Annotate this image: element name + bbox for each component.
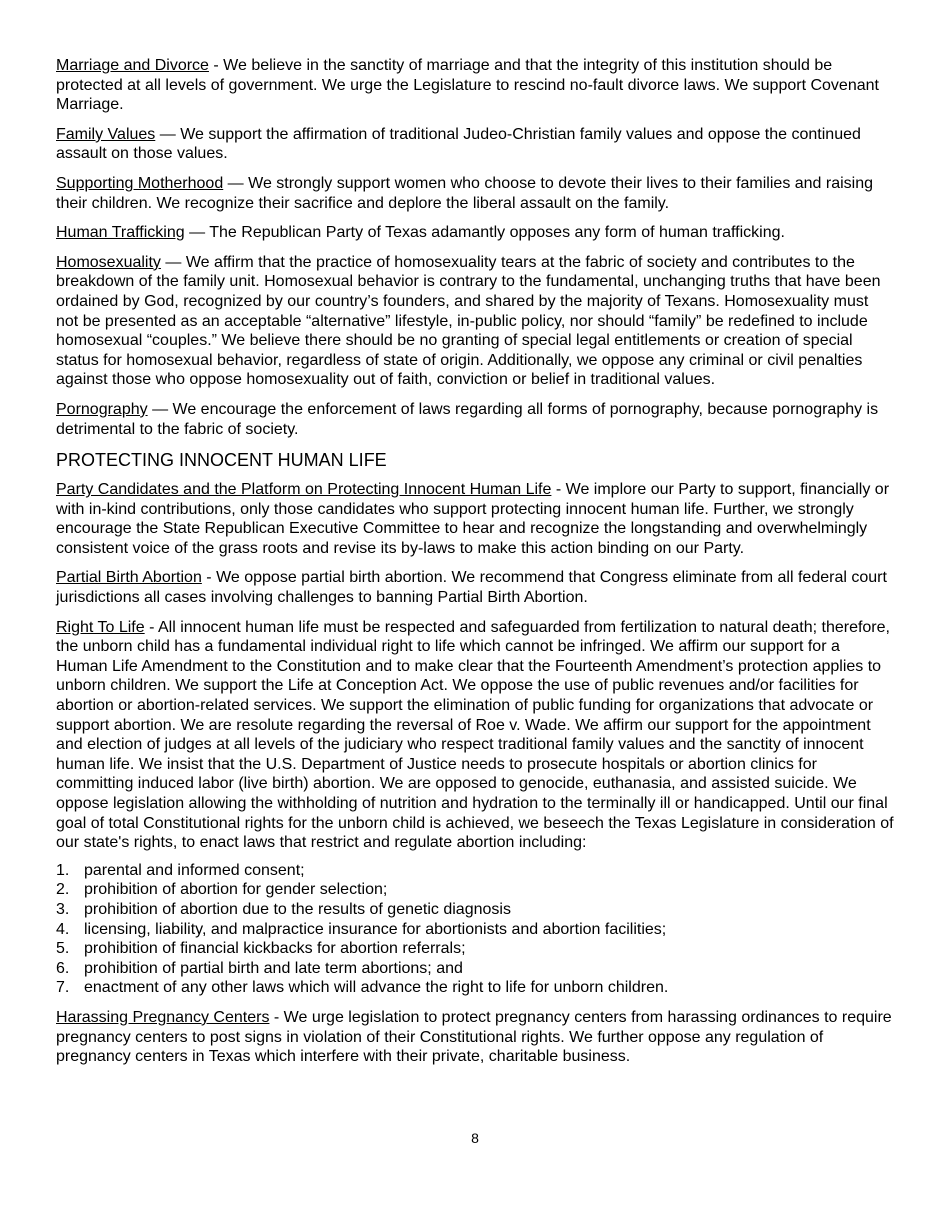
paragraph-term: Harassing Pregnancy Centers	[56, 1008, 270, 1026]
list-item	[56, 900, 894, 920]
paragraph-text: - We urge legislation to protect pregnancy centers from harassing ordinances to require pregnancy centers to post signs in violation of their Constitutional rights. We further oppose any regulation of pregnancy centers in Texas which interfere with their private, charitable business.	[56, 1008, 892, 1066]
document-page	[56, 56, 894, 1077]
paragraph-text: - We implore our Party to support, financially or with in-kind contributions, only those candidates who support protecting innocent human life. Further, we strongly encourage the State Republican Executive Committee to hear and recognize the longstanding and overwhelmingly consistent voice of the grass roots and revise its by-laws to make this action binding on our Party.	[56, 481, 890, 557]
paragraph-term: Human Trafficking	[56, 224, 185, 242]
paragraph-text: — We strongly support women who choose to devote their lives to their families and raising their children. We recognize their sacrifice and deplore the liberal assault on the family.	[56, 174, 874, 212]
paragraph-term: Supporting Motherhood	[56, 174, 224, 192]
paragraph-text: - We believe in the sanctity of marriage and that the integrity of this institution should be protected at all levels of government. We urge the Legislature to rescind no-fault divorce laws. We support Covenant Marriage.	[56, 57, 879, 114]
paragraph-supporting-motherhood	[56, 174, 894, 213]
paragraph-term: Partial Birth Abortion	[56, 569, 202, 587]
list-item-number: 5.	[56, 940, 70, 958]
paragraph-text: — The Republican Party of Texas adamantly opposes any form of human trafficking.	[184, 224, 785, 242]
list-item-text: licensing, liability, and malpractice insurance for abortionists and abortion facilities;	[84, 920, 667, 938]
list-item	[56, 939, 894, 959]
paragraph-term: Pornography	[56, 400, 148, 418]
paragraph-homosexuality	[56, 253, 894, 390]
list-item-text: prohibition of partial birth and late term abortions; and	[84, 959, 463, 977]
list-item	[56, 959, 894, 979]
paragraph-term: Family Values	[56, 125, 156, 143]
paragraph-text: — We encourage the enforcement of laws regarding all forms of pornography, because pornography is detrimental to the fabric of society.	[56, 400, 879, 438]
paragraph-text: — We affirm that the practice of homosexuality tears at the fabric of society and contributes to the breakdown of the family unit. Homosexual behavior is contrary to the fundamental, unchanging truths that have been ordained by God, recognized by our country’s founders, and shared by the majority of Texans. Homosexuality must not be presented as an acceptable “alternative” lifestyle, in-public policy, nor should “family” be redefined to include homosexual “couples.” We believe there should be no granting of special legal entitlements or creation of special status for homosexual behavior, regardless of state of origin. Additionally, we oppose any criminal or civil penalties against those who oppose homosexuality out of faith, conviction or belief in traditional values.	[56, 253, 881, 389]
paragraph-marriage-and-divorce	[56, 56, 894, 115]
list-item	[56, 861, 894, 881]
paragraph-text: — We support the affirmation of traditional Judeo-Christian family values and oppose the continued assault on those values.	[56, 125, 861, 163]
section-heading: PROTECTING INNOCENT HUMAN LIFE	[56, 450, 387, 471]
list-item-number: 1.	[56, 861, 70, 879]
paragraph-term: Right To Life	[56, 618, 145, 636]
list-item-number: 4.	[56, 920, 70, 938]
list-item-text: enactment of any other laws which will advance the right to life for unborn children.	[84, 979, 669, 997]
paragraph-party-candidates	[56, 480, 894, 558]
list-item-text: prohibition of abortion for gender selection;	[84, 881, 388, 899]
list-item-text: parental and informed consent;	[84, 861, 305, 879]
paragraph-human-trafficking	[56, 223, 894, 243]
paragraph-partial-birth-abortion	[56, 568, 894, 607]
list-item-number: 7.	[56, 979, 70, 997]
paragraph-term: Homosexuality	[56, 253, 161, 271]
list-item-text: prohibition of financial kickbacks for abortion referrals;	[84, 940, 466, 958]
list-item-number: 6.	[56, 959, 70, 977]
paragraph-pornography	[56, 400, 894, 439]
page-number: 8	[471, 1130, 479, 1146]
list-item	[56, 880, 894, 900]
paragraph-text: - All innocent human life must be respected and safeguarded from fertilization to natural death; therefore, the unborn child has a fundamental individual right to life which cannot be infringed. We affirm our support for a Human Life Amendment to the Constitution and to make clear that the Fourteenth Amendment’s protection applies to unborn children. We support the Life at Conception Act. We oppose the use of public revenues and/or facilities for abortion or abortion-related services. We support the elimination of public funding for organizations that advocate or support abortion. We are resolute regarding the reversal of Roe v. Wade. We affirm our support for the appointment and election of judges at all levels of the judiciary who respect traditional family values and the sanctity of innocent human life. We insist that the U.S. Department of Justice needs to prosecute hospitals or abortion clinics for committing induced labor (live birth) abortion. We are opposed to genocide, euthanasia, and assisted suicide. We oppose legislation allowing the withholding of nutrition and hydration to the terminally ill or handicapped. Until our final goal of total Constitutional rights for the unborn child is achieved, we beseech the Texas Legislature in consideration of our state's rights, to enact laws that restrict and regulate abortion including:	[56, 618, 894, 852]
paragraph-harassing-pregnancy-centers	[56, 1008, 894, 1067]
paragraph-term: Party Candidates and the Platform on Protecting Innocent Human Life	[56, 481, 552, 499]
list-item-number: 2.	[56, 881, 70, 899]
paragraph-family-values	[56, 125, 894, 164]
paragraph-term: Marriage and Divorce	[56, 57, 209, 74]
list-item-number: 3.	[56, 900, 70, 918]
paragraph-right-to-life	[56, 618, 894, 853]
paragraph-text: - We oppose partial birth abortion. We recommend that Congress eliminate from all federal court jurisdictions all cases involving challenges to banning Partial Birth Abortion.	[56, 569, 887, 607]
list-item	[56, 920, 894, 940]
abortion-regulation-list	[56, 861, 894, 998]
list-item-text: prohibition of abortion due to the results of genetic diagnosis	[84, 900, 511, 918]
list-item	[56, 978, 894, 998]
